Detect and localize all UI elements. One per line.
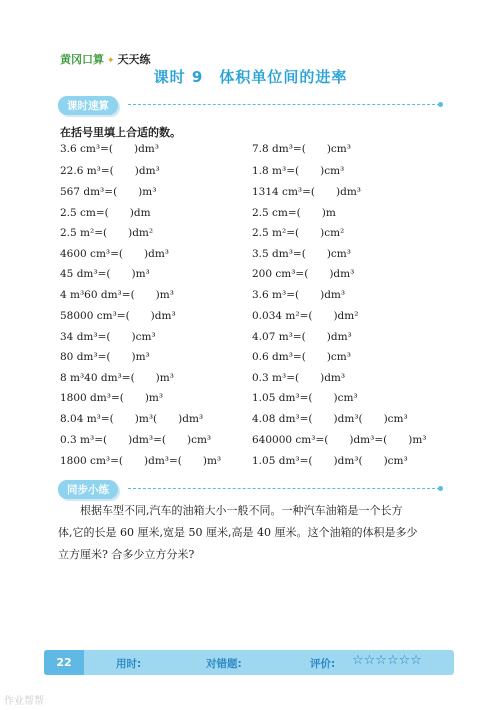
exercise-left: 4 m³60 dm³=( )m³ — [60, 289, 174, 301]
exercise-left: 4600 cm³=( )dm³ — [60, 248, 169, 260]
brand-header — [60, 51, 151, 67]
exercise-left: 8.04 m³=( )m³( )dm³ — [60, 413, 204, 425]
divider-end-dot — [438, 486, 443, 491]
exercise-left: 567 dm³=( )m³ — [60, 186, 157, 198]
exercise-left: 8 m³40 dm³=( )m³ — [60, 372, 174, 384]
section-divider — [128, 104, 440, 105]
exercise-left: 3.6 cm³=( )dm³ — [60, 143, 159, 155]
section-tag-practice: 同步小练 — [58, 480, 118, 499]
brand-subtitle: 天天练 — [117, 53, 151, 66]
rating-stars-icon[interactable]: ☆☆☆☆☆☆ — [352, 653, 422, 668]
divider-end-dot — [438, 102, 443, 107]
brand-name: 黄冈口算 — [60, 53, 104, 66]
exercise-left: 58000 cm³=( )dm³ — [60, 310, 176, 322]
exercise-right: 1.05 dm³=( )cm³ — [252, 392, 358, 404]
exercise-right: 200 cm³=( )dm³ — [252, 268, 355, 280]
section-tag-quick-calc: 课时速算 — [58, 96, 118, 115]
exercise-left: 22.6 m³=( )dm³ — [60, 165, 160, 177]
exercise-right: 0.3 m³=( )dm³ — [252, 372, 346, 384]
exercise-right: 1.8 m³=( )cm³ — [252, 165, 345, 177]
exercise-right: 2.5 cm=( )m — [252, 207, 336, 219]
exercise-right: 0.6 dm³=( )cm³ — [252, 351, 351, 363]
exercise-right: 4.07 m³=( )dm³ — [252, 331, 352, 343]
exercise-right: 4.08 dm³=( )dm³( )cm³ — [252, 413, 408, 425]
errors-label: 对错题: — [206, 658, 242, 670]
exercise-right: 640000 cm³=( )dm³=( )m³ — [252, 434, 427, 446]
problem-line: 根据车型不同,汽车的油箱大小一般不同。一种汽车油箱是一个长方 — [58, 504, 403, 517]
section-divider — [128, 488, 440, 489]
time-label: 用时: — [116, 658, 142, 670]
exercise-left: 2.5 m²=( )dm² — [60, 227, 154, 239]
instruction-text: 在括号里填上合适的数。 — [60, 126, 181, 139]
exercise-left: 80 dm³=( )m³ — [60, 351, 150, 363]
problem-line: 立方厘米? 合多少立方分米? — [58, 548, 195, 561]
exercise-right: 3.6 m³=( )dm³ — [252, 289, 346, 301]
exercise-left: 45 dm³=( )m³ — [60, 268, 150, 280]
exercise-right: 3.5 dm³=( )cm³ — [252, 248, 351, 260]
watermark: 作业帮帮 — [4, 696, 44, 707]
exercise-right: 2.5 m²=( )cm² — [252, 227, 345, 239]
exercise-right: 1314 cm³=( )dm³ — [252, 186, 361, 198]
problem-line: 体,它的长是 60 厘米,宽是 50 厘米,高是 40 厘米。这个油箱的体积是多少 — [58, 526, 418, 539]
lesson-title: 课时 9 体积单位间的进率 — [153, 68, 348, 86]
exercise-right: 7.8 dm³=( )cm³ — [252, 143, 351, 155]
page-number: 22 — [44, 650, 84, 675]
star-separator-icon: ✦ — [107, 56, 115, 66]
exercise-left: 34 dm³=( )cm³ — [60, 331, 156, 343]
rating-label: 评价: — [310, 658, 336, 670]
exercise-left: 1800 cm³=( )dm³=( )m³ — [60, 455, 222, 467]
exercise-left: 2.5 cm=( )dm — [60, 207, 151, 219]
exercise-right: 1.05 dm³=( )dm³( )cm³ — [252, 455, 408, 467]
exercise-left: 1800 dm³=( )m³ — [60, 392, 164, 404]
exercise-left: 0.3 m³=( )dm³=( )cm³ — [60, 434, 212, 446]
exercise-right: 0.034 m²=( )dm² — [252, 310, 359, 322]
word-problem — [58, 500, 446, 566]
